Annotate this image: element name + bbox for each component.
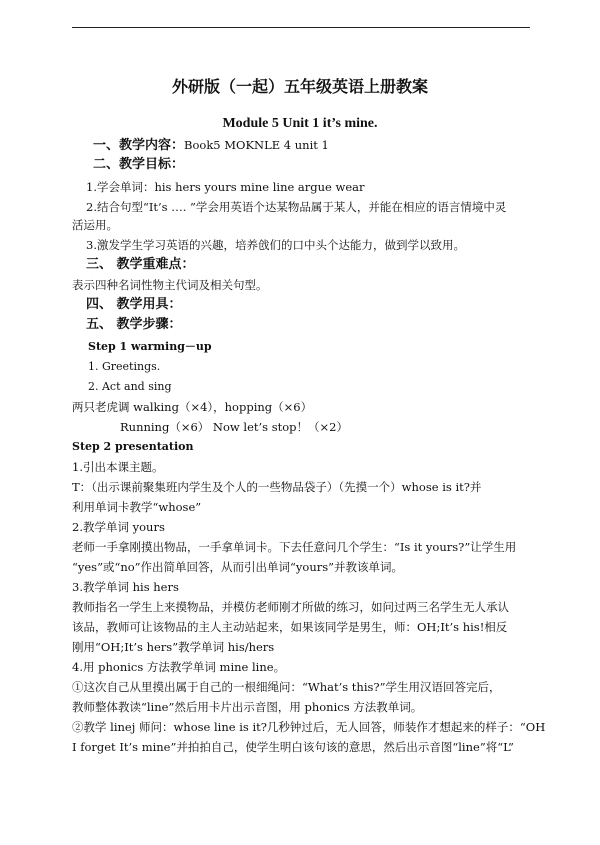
section-content-text: Book5 MOKNLE 4 unit 1: [184, 138, 329, 152]
goal-2-line-2: 活运用。: [72, 218, 118, 232]
presentation-4-line-2: 教师整体教读“line”然后用卡片出示音图，用 phonics 方法教单词。: [72, 700, 423, 714]
document-subtitle: Module 5 Unit 1 it’s mine.: [222, 116, 378, 131]
presentation-3-line-3: 刚用“OH;It’s hers”教学单词 his/hers: [72, 640, 275, 654]
presentation-1-line-1: T：（出示课前聚集班内学生及个人的一些物品袋子）（先摸一个）whose is it?并: [72, 480, 482, 494]
goal-1: 1.学会单词：his hers yours mine line argue wear: [86, 180, 365, 194]
section-keypoints-text: 表示四种名词性物主代词及相关句型。: [72, 278, 268, 292]
section-steps-heading: 五、 教学步骤：: [86, 317, 182, 332]
presentation-4-line-3: ②教学 linej 师问：whose line is it?几秒钟过后，无人回答，师装作才想起来的样子：“OH: [72, 720, 546, 734]
presentation-3: 3.教学单词 his hers: [72, 580, 179, 594]
section-content-heading: 一、教学内容：: [93, 138, 185, 153]
presentation-4: 4.用 phonics 方法教学单词 mine line。: [72, 660, 286, 674]
presentation-4-line-1: ①这次自己从里摸出属于自己的一根细绳问：“What’s this?”学生用汉语回答完后，: [72, 680, 501, 694]
presentation-1: 1.引出本课主题。: [72, 460, 164, 474]
step-1-item-2: 2. Act and sing: [88, 380, 172, 393]
song-line-2: Running（×6） Now let’s stop！（×2）: [120, 420, 348, 434]
section-tools-heading: 四、 教学用具：: [86, 297, 182, 312]
section-keypoints-heading: 三、 教学重难点：: [86, 257, 195, 272]
song-line-1: 两只老虎调 walking（×4），hopping（×6）: [72, 400, 313, 414]
section-goals-heading: 二、教学目标：: [93, 157, 185, 172]
section-content: [93, 138, 329, 153]
step-2-heading: Step 2 presentation: [72, 440, 194, 453]
presentation-4-line-4: I forget It’s mine”并拍拍自己，使学生明白该句该的意思，然后出示音图“line”将“L”: [72, 740, 514, 754]
presentation-1-line-2: 利用单词卡教学“whose”: [72, 500, 202, 514]
presentation-3-line-2: 该品，教师可让该物品的主人主动站起来，如果该同学是男生，师：OH;It’s his!相反: [72, 620, 508, 634]
presentation-2: 2.教学单词 yours: [72, 520, 165, 534]
presentation-3-line-1: 教师指名一学生上来摸物品，并模仿老师刚才所做的练习，如问过两三名学生无人承认: [72, 600, 509, 614]
step-1-item-1: 1. Greetings.: [88, 360, 161, 373]
goal-3: 3.激发学生学习英语的兴趣，培养戗们的口中头个达能力，做到学以致用。: [86, 238, 465, 252]
step-1-heading: Step 1 warming－up: [88, 340, 212, 353]
presentation-2-line-2: “yes”或“no”作出简单回答，从而引出单词“yours”并教该单词。: [72, 560, 404, 574]
document-title: 外研版（一起）五年级英语上册教案: [171, 77, 428, 96]
presentation-2-line-1: 老师一手拿刚摸出物品，一手拿单词卡。下去任意问几个学生：“Is it yours?”让学生用: [72, 540, 517, 554]
header-rule: [72, 27, 530, 28]
goal-2-line-1: 2.结合句型“It’s …. ”学会用英语个达某物品属于某人，并能在相应的语言情境中灵: [86, 200, 507, 214]
